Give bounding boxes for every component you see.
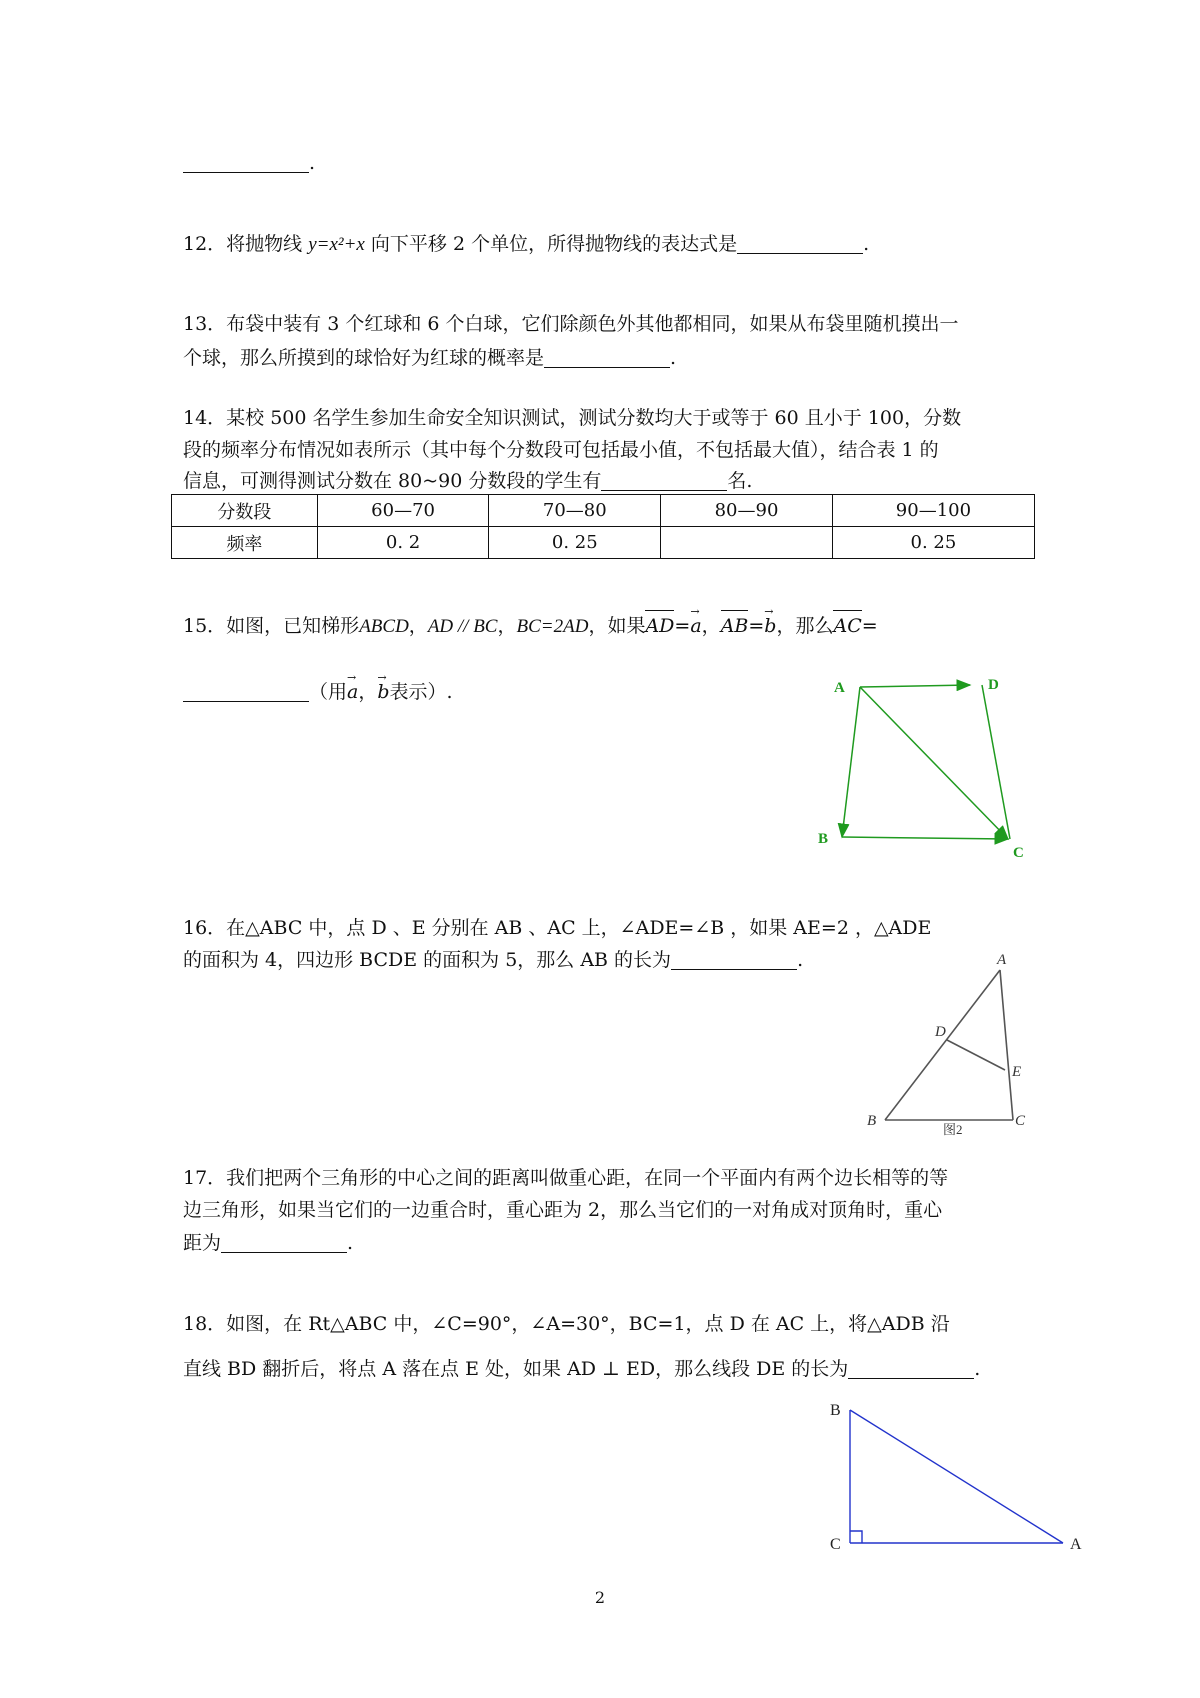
table-header-cell: 80—90 [661, 495, 833, 527]
figure-caption: 图2 [943, 1122, 963, 1137]
table-cell: 0. 2 [317, 527, 489, 559]
q11-answer-line: . [183, 150, 315, 176]
label-b: B [830, 1402, 841, 1419]
question-16-line-2: 的面积为 4，四边形 BCDE 的面积为 5，那么 AB 的长为 . [183, 949, 804, 971]
formula: y=x²+x [308, 234, 365, 255]
right-angle-mark [850, 1531, 862, 1543]
question-17-line-3: 距为 . [183, 1232, 354, 1254]
question-15-line-2: （用a →，b →表示）. [183, 679, 453, 705]
table-header-cell: 分数段 [172, 495, 318, 527]
answer-blank [183, 152, 309, 173]
question-18-line-1: 18．如图，在 Rt△ABC 中，∠C=90°，∠A=30°，BC=1，点 D 在 AC 上，将△ADB 沿 [183, 1313, 950, 1335]
table-cell [661, 527, 833, 559]
label-e: E [1012, 1064, 1022, 1080]
label-b: B [818, 831, 829, 847]
edge-ad [860, 685, 970, 687]
table-header-row [172, 495, 1035, 527]
label-b: B [867, 1113, 877, 1129]
vector-ad: AD [645, 615, 675, 637]
vector-a: a → [690, 613, 701, 639]
label-c: C [1013, 845, 1024, 861]
label-c: C [1015, 1113, 1026, 1129]
answer-blank [221, 1232, 347, 1253]
table-header-cell: 70—80 [489, 495, 661, 527]
label-c: C [830, 1536, 841, 1553]
question-14-line-2: 段的频率分布情况如表所示（其中每个分数段可包括最小值，不包括最大值），结合表 1 的 [183, 439, 939, 461]
label-d: D [935, 1024, 946, 1040]
question-14-line-3: 信息，可测得测试分数在 80~90 分数段的学生有 名. [183, 470, 753, 492]
trapezoid-figure [800, 665, 1040, 865]
question-13-line-2: 个球，那么所摸到的球恰好为红球的概率是 . [183, 347, 677, 369]
segment-de [947, 1040, 1005, 1070]
question-16-line-1: 16．在△ABC 中，点 D 、E 分别在 AB 、AC 上，∠ADE=∠B ，如果 AE=2 ，△ADE [183, 917, 932, 939]
table-cell: 0. 25 [832, 527, 1034, 559]
triangle-ade-figure [855, 948, 1045, 1138]
answer-blank [183, 681, 309, 702]
frequency-table [171, 494, 1035, 559]
page-number: 2 [594, 1588, 606, 1607]
side-ac [1000, 970, 1013, 1120]
question-18-line-2: 直线 BD 翻折后，将点 A 落在点 E 处，如果 AD ⊥ ED，那么线段 DE 的长为 . [183, 1358, 981, 1380]
vector-ab: AB [720, 615, 749, 637]
question-15-line-1: 15．如图，已知梯形ABCD，AD // BC，BC=2AD，如果AD=a →，AB=b →，那么AC= [183, 613, 878, 640]
label-a: A [1070, 1536, 1082, 1553]
label-d: D [988, 677, 999, 693]
answer-blank [848, 1358, 974, 1379]
edge-bc [842, 837, 1008, 839]
question-13-line-1: 13．布袋中装有 3 个红球和 6 个白球，它们除颜色外其他都相同，如果从布袋里随机摸出一 [183, 313, 959, 335]
vector-ac: AC [833, 615, 862, 637]
table-cell: 频率 [172, 527, 318, 559]
table-header-cell: 90—100 [832, 495, 1034, 527]
question-17-line-2: 边三角形，如果当它们的一边重合时，重心距为 2，那么当它们的一对角成对顶角时，重心 [183, 1199, 943, 1221]
edge-ab [842, 687, 860, 837]
table-row [172, 527, 1035, 559]
table-cell: 0. 25 [489, 527, 661, 559]
side-ab [850, 1410, 1063, 1543]
question-14-line-1: 14．某校 500 名学生参加生命安全知识测试，测试分数均大于或等于 60 且小于 100，分数 [183, 407, 962, 429]
answer-blank [601, 470, 727, 491]
question-17-line-1: 17．我们把两个三角形的中心之间的距离叫做重心距，在同一个平面内有两个边长相等的等 [183, 1167, 949, 1189]
right-triangle-figure [820, 1395, 1090, 1555]
vector-b: b → [764, 613, 776, 639]
answer-blank [737, 233, 863, 254]
label-a: A [997, 952, 1007, 968]
question-12: 12．将抛物线 y=x²+x 向下平移 2 个单位，所得抛物线的表达式是 . [183, 233, 870, 255]
label-a: A [834, 680, 845, 696]
answer-blank [544, 347, 670, 368]
answer-blank [671, 949, 797, 970]
side-ab [885, 970, 1000, 1120]
table-header-cell: 60—70 [317, 495, 489, 527]
